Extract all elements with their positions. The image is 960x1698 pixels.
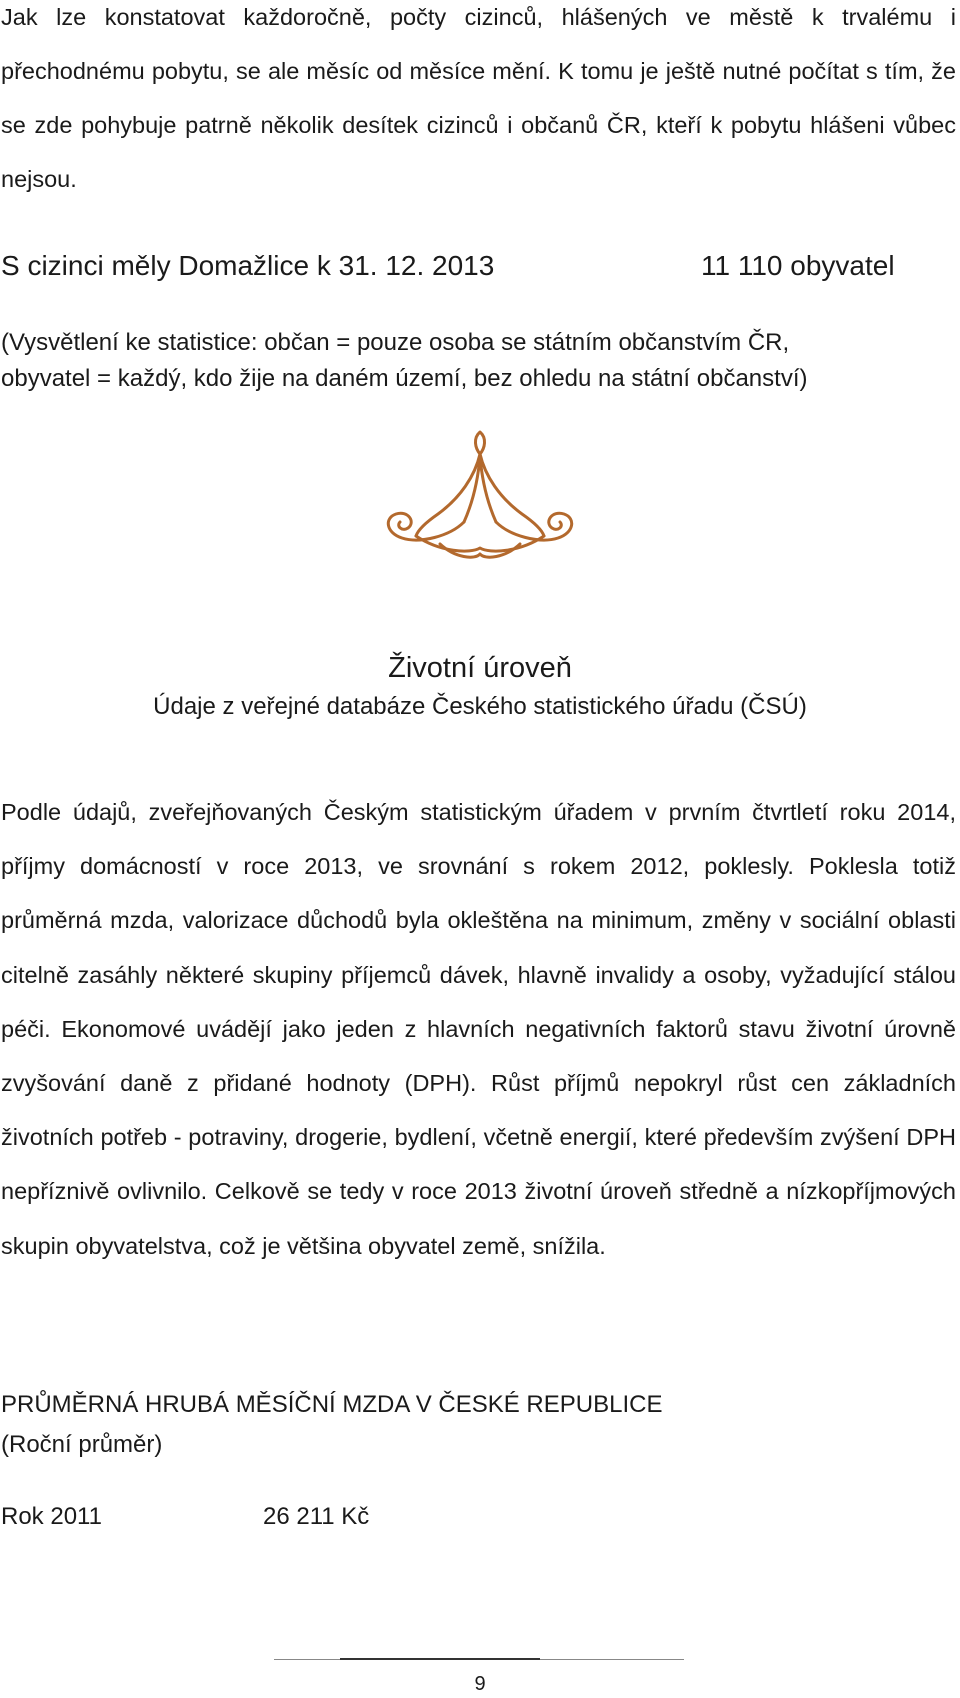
wage-table-subtitle: (Roční průměr) <box>1 1431 163 1458</box>
explanation-line-2: obyvatel = každý, kdo žije na daném území, bez ohledu na státní občanství) <box>1 365 808 392</box>
wage-row <box>1 1500 601 1534</box>
page-number: 9 <box>474 1673 486 1695</box>
intro-paragraph: Jak lze konstatovat každoročně, počty cizinců, hlášených ve městě k trvalému i přechodnému pobytu, se ale měsíc od měsíce mění. K tomu je ještě nutné počítat s tím, že se zde pohybuje patrně několik desítek cizinců i občanů ČR, kteří k pobytu hlášeni vůbec nejsou. <box>1 4 956 192</box>
wage-year: Rok 2011 <box>1 1503 102 1530</box>
section-title: Životní úroveň <box>388 652 572 684</box>
foreigners-stat-row <box>1 246 931 286</box>
stat-label: S cizinci měly Domažlice k 31. 12. 2013 <box>1 250 495 281</box>
decorative-flourish-icon <box>380 426 580 566</box>
body-paragraph: Podle údajů, zveřejňovaných Českým statistickým úřadem v prvním čtvrtletí roku 2014, příjmy domácností v roce 2013, ve srovnání s rokem 2012, poklesly. Poklesla totiž průměrná mzda, valorizace důchodů byla okleštěna na minimum, změny v sociální oblasti citelně zasáhly některé skupiny příjemců dávek, hlavně invalidy a osoby, vyžadující stálou péči. Ekonomové uvádějí jako jeden z hlavních negativních faktorů stavu životní úrovně zvyšování daně z přidané hodnoty (DPH). Růst příjmů nepokryl růst cen základních životních potřeb - potraviny, drogerie, bydlení, včetně energií, které především zvýšení DPH nepříznivě ovlivnilo. Celkově se tedy v roce 2013 životní úroveň středně a nízkopříjmových skupin obyvatelstva, což je většina obyvatel země, snížila. <box>1 799 956 1259</box>
footer-divider-accent <box>340 1658 540 1660</box>
wage-table-title: PRŮMĚRNÁ HRUBÁ MĚSÍČNÍ MZDA V ČESKÉ REPUBLICE <box>1 1391 663 1418</box>
wage-amount: 26 211 Kč <box>263 1503 370 1530</box>
statistics-explanation <box>1 325 951 397</box>
explanation-line-1: (Vysvětlení ke statistice: občan = pouze osoba se státním občanstvím ČR, <box>1 329 790 356</box>
section-subtitle: Údaje z veřejné databáze Českého statistického úřadu (ČSÚ) <box>153 693 807 720</box>
stat-value: 11 110 obyvatel <box>701 250 895 281</box>
